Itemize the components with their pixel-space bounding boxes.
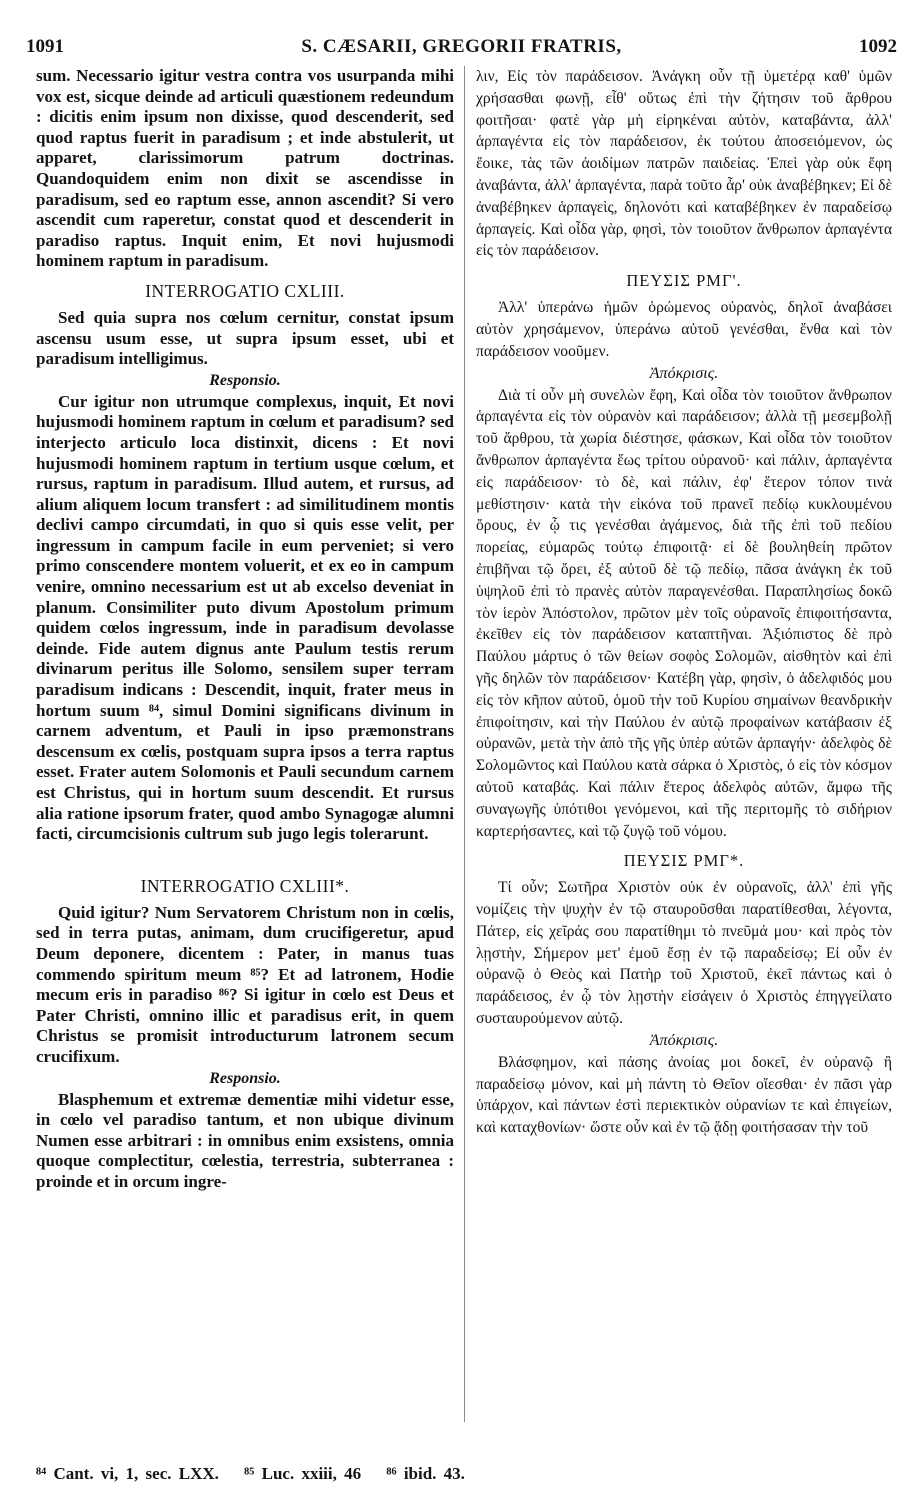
footnotes [36,1464,896,1484]
greek-paragraph-5: Βλάσφημον, καὶ πάσης ἀνοίας μοι δοκεῖ, ἐν οὐρανῷ ἢ παραδείσῳ μόνον, καὶ μὴ πάντη τὸ Θεῖον οἴεσθαι· ἐν πᾶσι γὰρ ὑπάρχον, καὶ πάντων ἐστὶ περιεκτικὸν οὐρανίων τε καὶ ἐπιγείων, καὶ καταχθονίων· ὥστε οὖν καὶ ἐν τῷ ᾅδῃ φοιτήσασαν τὴν τοῦ [476,1053,892,1137]
page-number-left: 1091 [26,36,64,57]
latin-paragraph-4: Quid igitur? Num Servatorem Christum non in cœlis, sed in terra putas, animam, dum crucifigeretur, apud Deum deponere, dicentem : Pater, in manus tuas commendo spiritum meum ⁸⁵? Et ad latronem, Hodie mecum eris in paradiso ⁸⁶? Si igitur in cœlo est Deus et Pater Christi, omnino illic et paradisus erit, in quem Christus se promisit introducturum latronem secum crucifixum. [36,902,454,1066]
footnote-86: ⁸⁶ ibid. 43. [386,1464,465,1483]
latin-paragraph-3: Cur igitur non utrumque complexus, inquit, Et novi hujusmodi hominem raptum in cœlum et paradisum? sed interjecto articulo loca distinxit, dicens : Et novi hujusmodi hominem raptum in tertium usque cœlum, et rursus, raptum in paradisum. Illud autem, et rursus, ad alium aliquem locum transfert : ad similitudinem montis declivi campo circumdati, in quo si quis esse velit, per ingressum in campum facile in eum perveniet; si vero primo conscendere montem voluerit, et ex eo in campum venire, omnino necessarium est ut ab excelso deveniat in planum. Consimiliter puto divum Apostolum primum quidem cœlos ingressum, inde in paradisum devolasse deinde. Fide autem dignus ante Paulum testis rerum divinarum peritus ille Solomo, sensilem super terram paradisum indicans : Descendit, inquit, frater meus in hortum suum ⁸⁴, simul Domini significans divinum in carnem adventum, et Pauli in ipso præmonstrans descensum ex cœlis, postquam supra ipsos a terra raptus esset. Frater autem Solomonis et Pauli secundum carnem est Christus, qui in hortum suum descendit. Et rursus alia ratione ipsorum frater, quod ambo Synagogæ alumni facti, circumcisionis cultrum sub jugo legis tolerarunt. [36,391,454,844]
greek-paragraph-3: Διὰ τί οὖν μὴ συνελὼν ἔφη, Καὶ οἶδα τὸν τοιοῦτον ἄνθρωπον ἁρπαγέντα εἰς τὸν οὐρανὸν καὶ παράδεισον; ἀλλὰ τῇ μεσεμβολῇ τοῦ ἄρθρου, τὰ χωρία διέστησε, φάσκων, Καὶ οἶδα τὸν τοιοῦτον ἄνθρωπον ἁρπαγέντα ἕως τρίτου οὐρανοῦ· καὶ πάλιν, ἁρπαγέντα εἰς παράδεισον· τὸ δὲ, καὶ πάλιν, ἐφ' ἕτερον τόπον τινὰ μεθίστησιν· κατὰ τὴν εἰκόνα τοῦ πρανεῖ πεδίῳ κυκλουμένου ὄρους, ἐν ᾧ τις γενέσθαι ἀγάμενος, διὰ τῆς ἐπὶ τοῦ πεδίου πορείας, εὐμαρῶς τούτῳ ἐπιφοιτᾷ· εἰ δὲ βουληθείη πρῶτον ἐπιβῆναι τῷ ὄρει, ἐξ αὐτοῦ δὲ τῷ πεδίῳ, πᾶσα ἀνάγκη ἐκ τοῦ ὑψηλοῦ ἐπὶ τὸ πρανὲς αὐτὸν παραγενέσθαι. Παραπλησίως δοκῶ τὸν ἱερὸν Ἀπόστολον, πρῶτον μὲν τοῖς οὐρανοῖς ἐπιφοιτήσαντα, ἐκεῖθεν εἰς τὸν παράδεισον καταπτῆναι. Ἀξιόπιστος δὲ πρὸ Παύλου μάρτυς ὁ τῶν θείων σοφὸς Σολομῶν, αἰσθητὸν καὶ ἐπὶ γῆς δηλῶν τὸν παράδεισον· Κατέβη γὰρ, φησὶν, ὁ ἀδελφιδός μου εἰς τὸν κῆπον αὐτοῦ, ὁμοῦ τὴν τοῦ Κυρίου σημαίνων θεανδρικὴν ἐπιφοίτησιν, καὶ τὴν Παύλου ἐν αὐτῷ προφαίνων κατάβασιν ἐξ οὐρανῶν, μετὰ τὴν ἀπὸ τῆς γῆς ὑπὲρ αὐτῶν ἁρπαγήν· ἀδελφὸς δὲ Σολομῶντος καὶ Παύλου κατὰ σάρκα ὁ Χριστὸς, ὁ εἰς τὸν κόσμον αὐτοῦ καταβάς. Καὶ πάλιν ἕτερος ἀδελφὸς αὐτῶν, ἄμφω τῆς συναγωγῆς ὑπότιθοι γενόμενοι, καὶ τῆς περιτομῆς τὸ σιδήριον καρτερήσαντες, καὶ τῷ ζυγῷ τοῦ νόμου. [476,386,892,840]
latin-heading-interrogatio-cxliii: INTERROGATIO CXLIII. [145,280,345,301]
page-header [26,36,897,60]
latin-paragraph-1: sum. Necessario igitur vestra contra vos usurpanda mihi vox est, sicque deinde ad articuli quæstionem redeundum : dicitis enim ipsum non dixisse, quod descenderit, sed quod raptus fuerit in paradisum ; et inde abstulerit, ut apparet, clarissimorum patrum doctrinas. Quandoquidem enim non dixit se ascendisse in paradisum, sed eo raptum esse, annon ascendit? Si vero ascendit cum raperetur, constat quod et descenderit in paradiso raptus. Inquit enim, Et novi hujusmodi hominem raptum in paradisum. [36,66,454,271]
greek-column [476,66,892,1139]
greek-heading-peusis-rmg-star: ΠΕΥΣΙΣ ΡΜΓ*. [623,851,745,871]
footnote-85: ⁸⁵ Luc. xxiii, 46 [244,1464,362,1483]
greek-heading-peusis-rmg: ΠΕΥΣΙΣ ΡΜΓ'. [626,271,742,291]
footnote-84: ⁸⁴ Cant. vi, 1, sec. LXX. [36,1464,219,1483]
greek-apokrisis-2: Ἀπόκρισις. [649,1031,719,1049]
latin-heading-interrogatio-cxliii-star: INTERROGATIO CXLIII*. [140,875,350,896]
page-number-right: 1092 [859,36,897,57]
latin-paragraph-5: Blasphemum et extremæ dementiæ mihi videtur esse, in cœlo vel paradiso tantum, et non ubique divinum Numen esse arbitrari : in omnibus enim exsistens, omnia quoque complectitur, cœlestia, terrestria, subterranea : proinde et in orcum ingre- [36,1089,454,1191]
latin-paragraph-2: Sed quia supra nos cœlum cernitur, constat ipsum ascensu usum esse, ut supra ipsum esset, ubi et paradisum intelligimus. [36,307,454,369]
latin-responsio-2: Responsio. [209,1069,281,1087]
greek-paragraph-1: λιν, Εἰς τὸν παράδεισον. Ἀνάγκη οὖν τῇ ὑμετέρᾳ καθ' ὑμῶν χρήσασθαι φωνῇ, εἶθ' οὕτως ἐπὶ τὴν ζήτησιν τοῦ ἄρθρου φοιτῆσαι· φατὲ γὰρ μὴ εἰρηκέναι αὐτὸν, καταβάντα, ἀλλ' ἁρπαγέντα εἰς τὸν παράδεισον, ἐκ τούτου ἀποσειόμενον, ὡς ἔοικε, τὰς τῶν ἀοιδίμων πατρῶν παιδείας. Ἐπεὶ γὰρ οὐκ ἔφη ἀναβάντα, ἀλλ' ἁρπαγέντα, παρὰ τοῦτο ἆρ' οὐκ ἀναβέβηκεν; Εἰ δὲ ἀναβέβηκεν ἁρπαγεὶς, δηλονότι καὶ καταβέβηκεν ἐν παραδείσῳ ἁρπαγείς. Καὶ οἶδα γὰρ, φησὶ, τὸν τοιοῦτον ἄνθρωπον ἁρπαγέντα εἰς τὸν παράδεισον. [476,68,892,260]
column-divider [464,66,465,1422]
greek-apokrisis-1: Ἀπόκρισις. [649,364,719,382]
greek-paragraph-2: Ἀλλ' ὑπεράνω ἡμῶν ὁρώμενος οὐρανὸς, δηλοῖ ἀναβάσει αὐτὸν χρησάμενον, ὑπεράνω αὐτοῦ γενέσθαι, ἔνθα καὶ τὸν παράδεισον νοοῦμεν. [476,299,892,360]
greek-paragraph-4: Τί οὖν; Σωτῆρα Χριστὸν οὐκ ἐν οὐρανοῖς, ἀλλ' ἐπὶ γῆς νομίζεις τὴν ψυχὴν ἐν τῷ σταυροῦσθαι παρατίθεσθαι, λέγοντα, Πάτερ, εἰς χεῖράς σου παρατίθημι τὸ πνεῦμά μου· καὶ πρὸς τὸν λῃστὴν, Σήμερον μετ' ἐμοῦ ἔσῃ ἐν τῷ παραδείσῳ; Εἰ οὖν ἐν οὐρανῷ ὁ Θεὸς καὶ Πατὴρ τοῦ Χριστοῦ, ἐκεῖ πάντως καὶ ὁ παράδεισος, ἐν ᾧ τὸν λῃστὴν εἰσάγειν ὁ Χριστὸς ἐπηγγείλατο συσταυρούμενον αὐτῷ. [476,879,892,1028]
running-title: S. CÆSARII, GREGORII FRATRIS, [301,36,622,57]
latin-responsio-1: Responsio. [209,371,281,389]
latin-column [36,66,454,1193]
